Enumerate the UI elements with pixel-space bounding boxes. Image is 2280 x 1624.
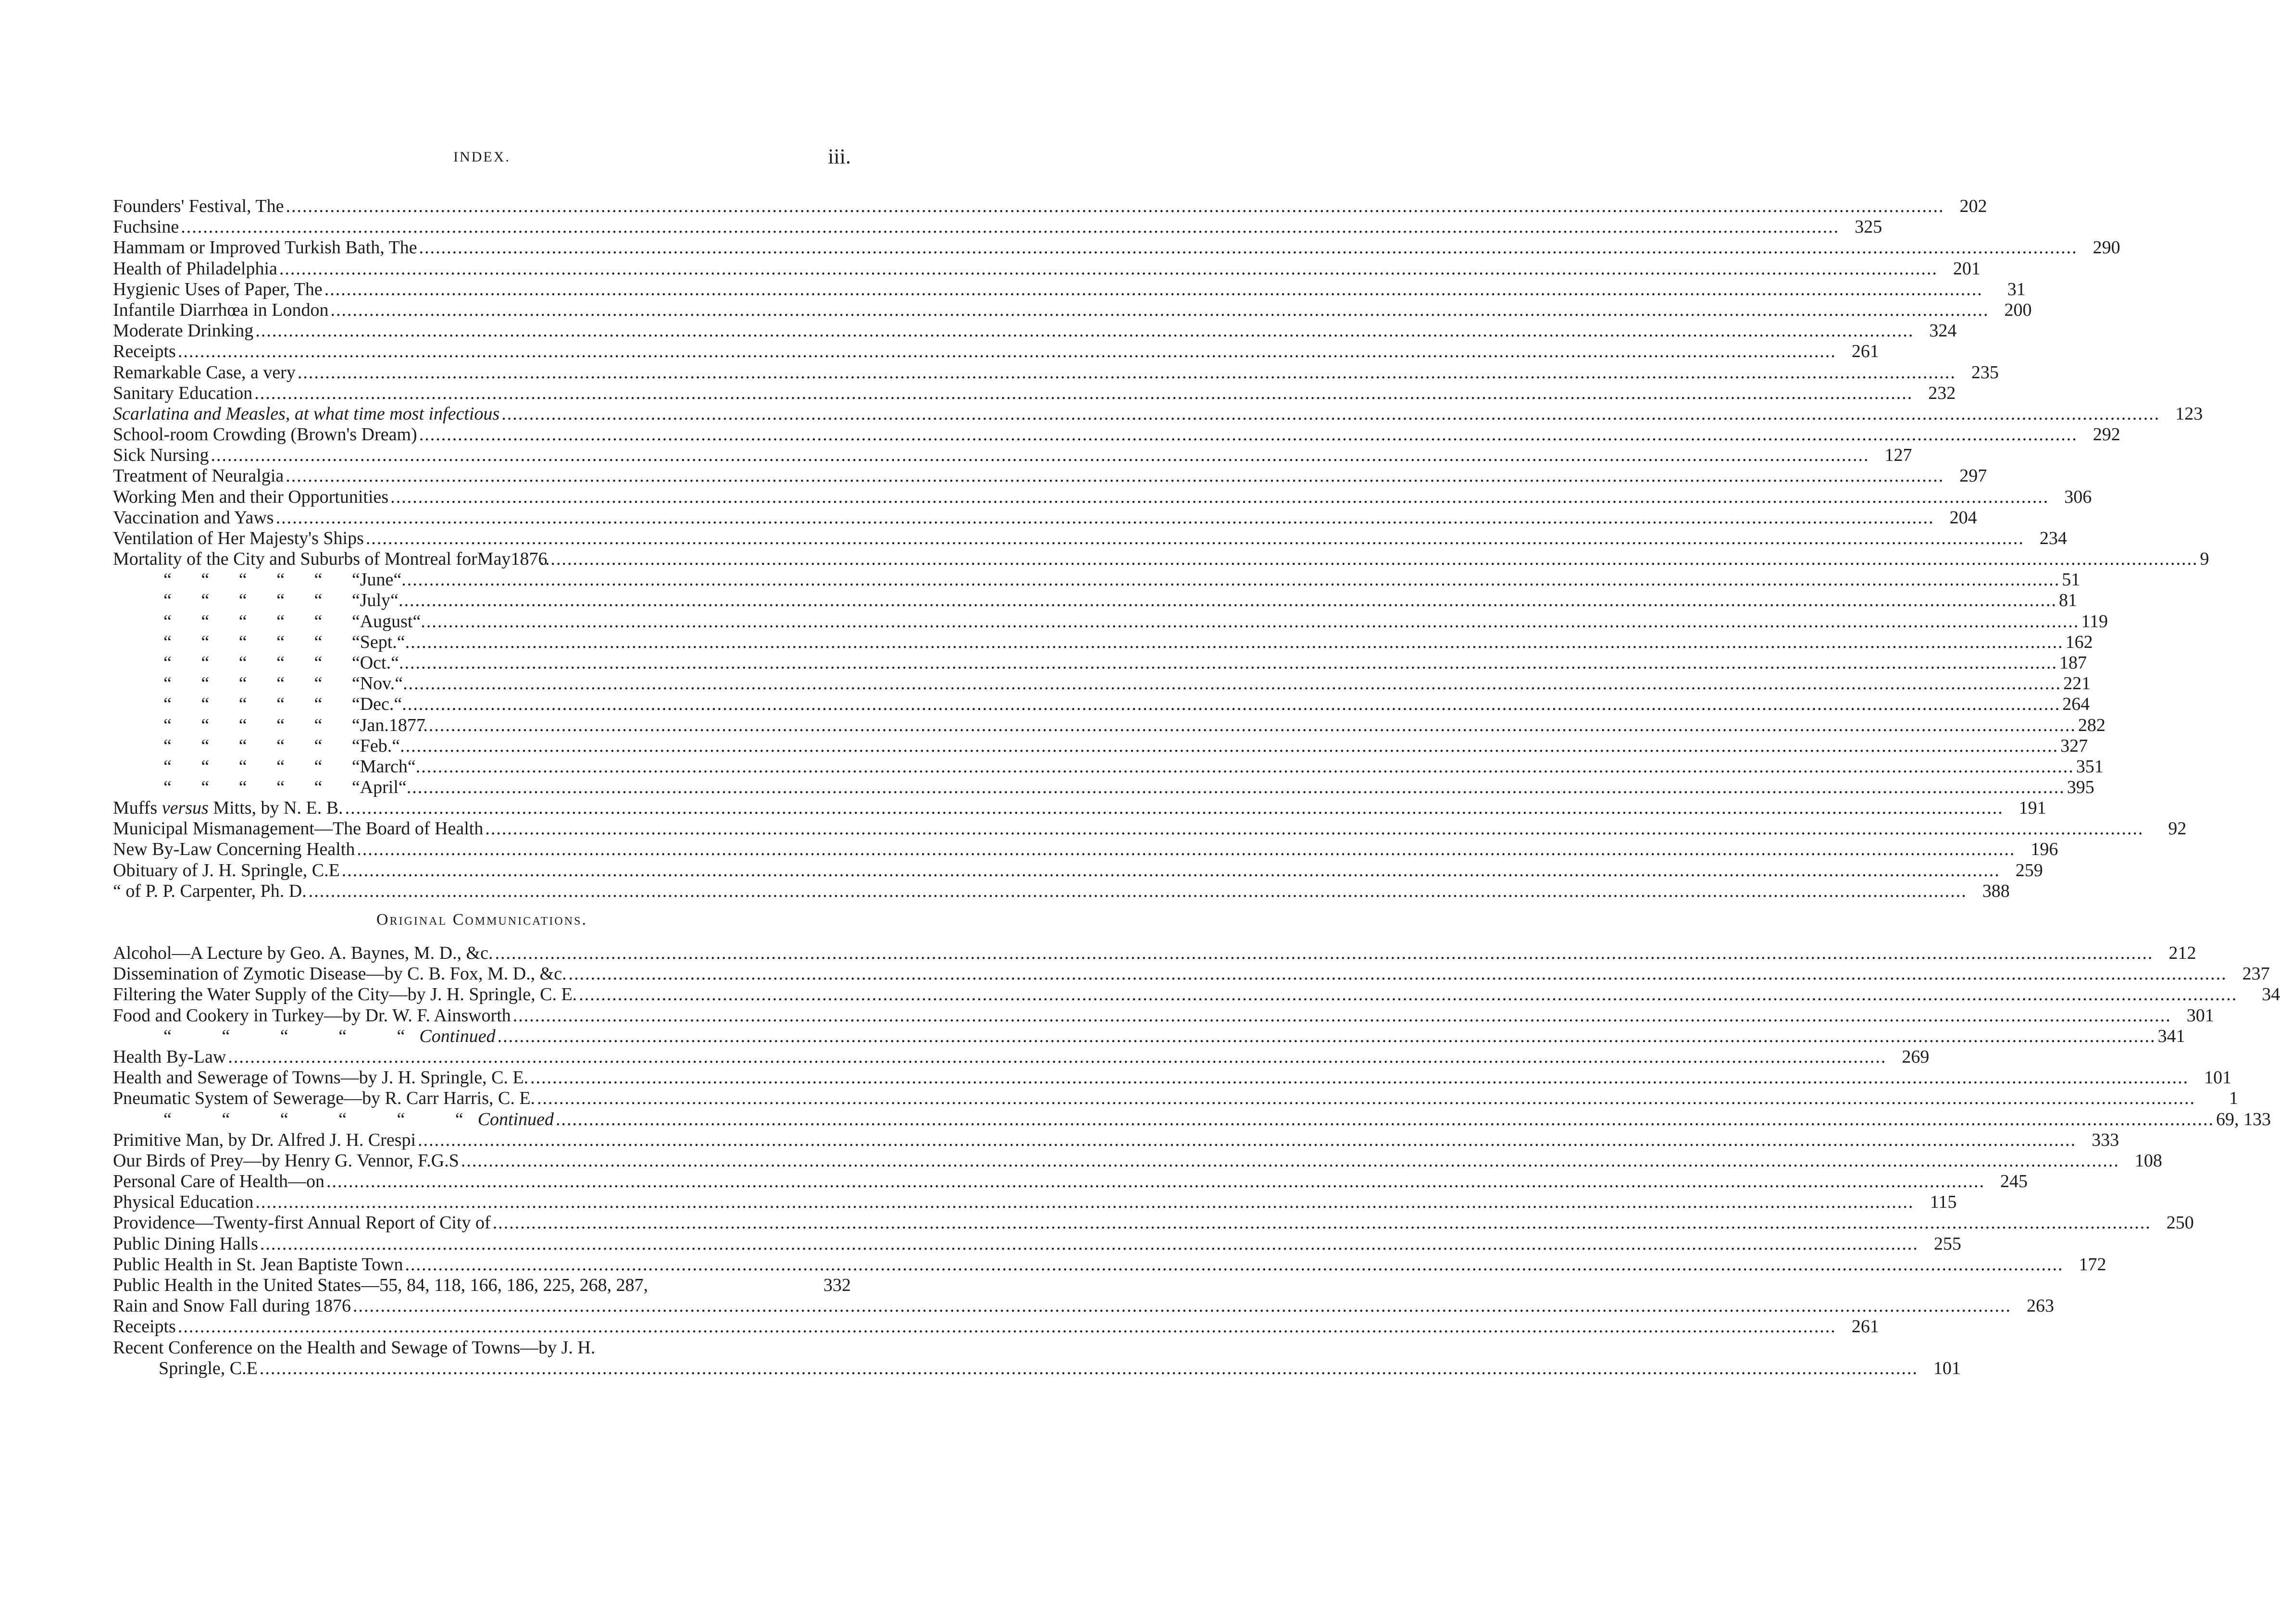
dot-leader: ............................................................................................................................................................................................................................................................................................................ — [415, 756, 2074, 777]
entry-page: 81 — [2058, 590, 2077, 611]
ditto-marks: “ “ “ “ “ “ — [163, 715, 360, 735]
dot-leader: ............................................................................................................................................................................................................................................................................................................ — [537, 1088, 2196, 1109]
mortality-entry — [113, 549, 2209, 570]
index-entry — [113, 196, 1987, 217]
entry-title: Treatment of Neuralgia — [113, 466, 284, 486]
entry-title: Receipts — [113, 341, 176, 362]
index-entry — [113, 818, 2187, 839]
entry-year: “ — [407, 756, 416, 777]
entry-page: 162 — [2065, 632, 2093, 652]
mortality-entry — [113, 756, 2104, 777]
entry-page: 297 — [1959, 466, 1987, 486]
entry-year: “ — [395, 673, 403, 694]
entry-title: Filtering the Water Supply of the City—by J. H. Springle, C. E. — [113, 984, 577, 1005]
entry-title: Working Men and their Opportunities — [113, 486, 389, 507]
index-entry — [113, 798, 2046, 818]
index-entry — [113, 1316, 1879, 1337]
ditto-marks: “ “ “ “ “ “ — [163, 611, 360, 632]
index-entry — [113, 279, 2026, 300]
entry-page: 202 — [1959, 196, 1987, 216]
dot-leader: ............................................................................................................................................................................................................................................................................................................ — [365, 528, 2024, 548]
index-entry — [113, 403, 2203, 424]
dot-leader: ............................................................................................................................................................................................................................................................................................................ — [255, 1192, 1914, 1213]
dot-leader: ............................................................................................................................................................................................................................................................................................................ — [402, 694, 2061, 715]
dot-leader: ............................................................................................................................................................................................................................................................................................................ — [353, 1296, 2012, 1316]
dot-leader: ............................................................................................................................................................................................................................................................................................................ — [177, 1316, 1836, 1337]
entry-page: 290 — [2093, 237, 2120, 258]
entry-page: 292 — [2093, 424, 2120, 445]
index-entry — [113, 880, 2010, 902]
index-entry — [113, 1171, 2028, 1192]
entry-title: Public Health in St. Jean Baptiste Town — [113, 1254, 403, 1275]
entry-page: 255 — [1933, 1233, 1961, 1254]
entry-title: School-room Crowding (Brown's Dream) — [113, 424, 417, 445]
index-entries-continued — [113, 798, 2187, 902]
entry-month: July — [360, 590, 391, 611]
dot-leader: ............................................................................................................................................................................................................................................................................................................ — [341, 860, 2000, 880]
entry-year: “ — [390, 590, 399, 611]
entry-page: 301 — [2186, 1005, 2214, 1026]
entry-page: 172 — [2079, 1254, 2106, 1275]
entry-month: Oct. — [360, 652, 391, 673]
index-entry — [113, 1233, 1961, 1254]
dot-leader: ............................................................................................................................................................................................................................................................................................................ — [492, 1213, 2151, 1233]
dot-leader: ............................................................................................................................................................................................................................................................................................................ — [461, 1150, 2119, 1171]
entry-title: Health By-Law — [113, 1046, 226, 1067]
entry-title: Sick Nursing — [113, 445, 209, 466]
mortality-entry — [113, 694, 2090, 715]
entry-page: 237 — [2242, 964, 2270, 984]
dot-leader: ............................................................................................................................................................................................................................................................................................................ — [308, 880, 1967, 901]
section-heading: Original Communications. — [376, 911, 587, 929]
ditto-marks: “ “ “ “ “ “ — [163, 652, 360, 673]
ditto-marks: “ “ “ “ “ “ — [163, 570, 360, 590]
entry-page: 395 — [2067, 777, 2094, 798]
index-entry-continued — [113, 1026, 2185, 1047]
entry-month: Dec. — [360, 694, 394, 715]
entry-month: Jan. — [360, 715, 389, 735]
entry-title: Remarkable Case, a very — [113, 362, 296, 383]
dot-leader: ............................................................................................................................................................................................................................................................................................................ — [530, 1067, 2189, 1088]
index-entry-continued — [113, 1109, 2271, 1130]
entry-page: 123 — [2175, 403, 2203, 424]
dot-leader: ............................................................................................................................................................................................................................................................................................................ — [390, 486, 2049, 507]
index-entry — [113, 839, 2058, 860]
index-entry — [113, 964, 2270, 984]
mortality-entry — [113, 590, 2077, 611]
dot-leader: ............................................................................................................................................................................................................................................................................................................ — [399, 652, 2057, 673]
ditto-marks: “ “ “ “ “ “ — [163, 756, 360, 777]
dot-leader: ............................................................................................................................................................................................................................................................................................................ — [297, 362, 1956, 383]
dot-leader: ............................................................................................................................................................................................................................................................................................................ — [398, 590, 2057, 611]
entry-page: 325 — [1855, 217, 1882, 237]
entry-page: 324 — [1929, 321, 1957, 341]
index-entry — [113, 860, 2043, 881]
entry-page: 263 — [2027, 1296, 2055, 1316]
entry-title: Public Health in the United States—55, 84, 118, 166, 186, 225, 268, 287, — [113, 1275, 648, 1295]
entry-page: 127 — [1884, 445, 1912, 466]
entry-page: 119 — [2081, 611, 2108, 632]
entry-page: 327 — [2060, 735, 2088, 756]
index-entry — [113, 1275, 851, 1296]
entry-title: Springle, C.E — [159, 1358, 258, 1378]
index-entry — [113, 383, 1956, 404]
dot-leader: ............................................................................................................................................................................................................................................................................................................ — [326, 1171, 1985, 1192]
index-entry — [113, 1005, 2214, 1026]
mortality-entry — [113, 632, 2093, 653]
dot-leader: ............................................................................................................................................................................................................................................................................................................ — [403, 673, 2062, 694]
entry-title: Physical Education — [113, 1192, 254, 1213]
index-entries — [113, 196, 2203, 549]
dot-leader: ............................................................................................................................................................................................................................................................................................................ — [228, 1046, 1887, 1067]
entry-page: 351 — [2076, 756, 2104, 777]
mortality-entry — [113, 735, 2088, 756]
ditto-marks: “ “ “ “ “ “ — [163, 735, 360, 756]
entry-month: Feb. — [360, 735, 392, 756]
entry-title: Scarlatina and Measles, at what time most infectious — [113, 403, 500, 424]
dot-leader: ............................................................................................................................................................................................................................................................................................................ — [419, 424, 2078, 445]
dot-leader: ............................................................................................................................................................................................................................................................................................................ — [275, 507, 1934, 528]
dot-leader: ............................................................................................................................................................................................................................................................................................................ — [405, 632, 2064, 652]
entry-month: Nov. — [360, 673, 395, 694]
entry-title: Sanitary Education — [113, 383, 253, 403]
ditto-marks: “ “ “ “ “ “ — [163, 632, 360, 652]
continued-label: Continued — [419, 1026, 496, 1046]
entry-page: 264 — [2062, 694, 2090, 715]
entry-page: 259 — [2015, 860, 2043, 880]
entry-page: 191 — [2018, 798, 2046, 818]
entry-year: “ — [394, 694, 402, 715]
entry-page: 388 — [1982, 880, 2010, 901]
entry-title: Our Birds of Prey—by Henry G. Vennor, F.G.S — [113, 1150, 459, 1171]
index-entry — [113, 984, 2280, 1005]
mortality-entry — [113, 570, 2081, 590]
ditto-marks: “ “ “ “ “ “ — [163, 1109, 463, 1129]
entry-page: 187 — [2059, 652, 2087, 673]
index-entry — [113, 1129, 2119, 1151]
page-header — [113, 144, 851, 173]
dot-leader: ............................................................................................................................................................................................................................................................................................................ — [254, 383, 1913, 403]
index-entry — [113, 217, 1882, 237]
entry-title: Ventilation of Her Majesty's Ships — [113, 528, 364, 548]
entry-title: Municipal Mismanagement—The Board of Health — [113, 818, 484, 839]
entry-title: Muffs versus Mitts, by N. E. B. — [113, 798, 343, 818]
entry-title: Health of Philadelphia — [113, 258, 277, 279]
dot-leader: ............................................................................................................................................................................................................................................................................................................ — [418, 1129, 2077, 1150]
entry-page: 332 — [823, 1275, 851, 1295]
entry-page: 261 — [1851, 341, 1879, 362]
entry-title: “ of P. P. Carpenter, Ph. D. — [113, 880, 307, 901]
entry-title: Hygienic Uses of Paper, The — [113, 279, 323, 299]
entry-title: Health and Sewerage of Towns—by J. H. Springle, C. E. — [113, 1067, 529, 1088]
entry-year: “ — [398, 777, 407, 798]
entry-title: Fuchsine — [113, 217, 179, 237]
entry-month: June — [360, 570, 394, 590]
entry-page: 1 — [2229, 1088, 2239, 1109]
entry-page: 69, 133 — [2216, 1109, 2271, 1129]
ditto-marks: “ “ “ “ “ — [163, 1026, 405, 1046]
dot-leader: ............................................................................................................................................................................................................................................................................................................ — [260, 1233, 1919, 1254]
ditto-marks: “ “ “ “ “ “ — [163, 590, 360, 611]
entry-page: 34 — [2262, 984, 2280, 1005]
page-title: INDEX. — [453, 149, 511, 165]
entry-title: Personal Care of Health—on — [113, 1171, 325, 1192]
dot-leader: ............................................................................................................................................................................................................................................................................................................ — [330, 299, 1989, 320]
entry-month: August — [360, 611, 413, 632]
index-entry — [113, 1358, 1961, 1379]
index-entry — [113, 1192, 1957, 1213]
entry-page: 9 — [2200, 549, 2209, 569]
entry-year: “ — [397, 632, 405, 652]
index-entry — [113, 237, 2120, 258]
entry-page: 212 — [2168, 943, 2196, 963]
dot-leader: ............................................................................................................................................................................................................................................................................................................ — [286, 196, 1944, 216]
entry-page: 261 — [1851, 1316, 1879, 1337]
entry-page: 200 — [2004, 299, 2032, 320]
continued-label: Continued — [477, 1109, 554, 1129]
index-entry — [113, 362, 1999, 383]
entry-year: “ — [393, 570, 402, 590]
index-entry — [113, 341, 1879, 362]
mortality-entry — [113, 715, 2106, 736]
ditto-marks: “ “ “ “ “ “ — [163, 673, 360, 694]
dot-leader: ............................................................................................................................................................................................................................................................................................................ — [357, 839, 2016, 860]
entry-title: Providence—Twenty-first Annual Report of City of — [113, 1213, 491, 1233]
entry-page: 101 — [2204, 1067, 2232, 1088]
index-entry — [113, 528, 2067, 549]
index-entry — [113, 1213, 2194, 1233]
entry-title: Pneumatic System of Sewerage—by R. Carr Harris, C. E. — [113, 1088, 536, 1109]
mortality-entry — [113, 673, 2091, 694]
entry-page: 232 — [1928, 383, 1956, 403]
entry-month: May — [477, 549, 511, 569]
entry-page: 204 — [1949, 507, 1977, 528]
entry-title: Primitive Man, by Dr. Alfred J. H. Crespi — [113, 1129, 416, 1150]
dot-leader: ............................................................................................................................................................................................................................................................................................................ — [568, 964, 2227, 984]
dot-leader: ............................................................................................................................................................................................................................................................................................................ — [400, 735, 2059, 756]
entry-year: “ — [392, 735, 400, 756]
index-entry — [113, 1150, 2162, 1171]
index-entry — [113, 424, 2120, 445]
entry-month: March — [360, 756, 408, 777]
dot-leader: ............................................................................................................................................................................................................................................................................................................ — [495, 943, 2154, 963]
dot-leader: ............................................................................................................................................................................................................................................................................................................ — [279, 258, 1938, 279]
entry-title: Founders' Festival, The — [113, 196, 284, 216]
page-number: iii. — [828, 145, 851, 168]
entry-title: Food and Cookery in Turkey—by Dr. W. F. Ainsworth — [113, 1005, 511, 1026]
dot-leader: ............................................................................................................................................................................................................................................................................................................ — [401, 570, 2060, 590]
index-entry — [113, 258, 1981, 279]
entry-page: 51 — [2062, 570, 2081, 590]
entry-title: Moderate Drinking — [113, 321, 254, 341]
index-entry — [113, 299, 2032, 321]
entry-year: 1876 — [511, 549, 548, 569]
entry-page: 92 — [2168, 818, 2187, 839]
dot-leader: ............................................................................................................................................................................................................................................................................................................ — [539, 549, 2198, 569]
entry-page: 201 — [1953, 258, 1981, 279]
dot-leader: ............................................................................................................................................................................................................................................................................................................ — [501, 403, 2160, 424]
index-entry — [113, 1254, 2106, 1275]
entry-page: 333 — [2092, 1129, 2119, 1150]
entry-month: April — [360, 777, 399, 798]
mortality-entries — [113, 549, 2209, 798]
entry-title: Mortality of the City and Suburbs of Montreal for — [113, 549, 477, 569]
index-entry — [113, 1088, 2239, 1109]
entry-page: 235 — [1971, 362, 1999, 383]
index-entry — [113, 943, 2196, 964]
entry-page: 250 — [2166, 1213, 2194, 1233]
dot-leader: ............................................................................................................................................................................................................................................................................................................ — [286, 466, 1944, 486]
entry-page: 115 — [1930, 1192, 1957, 1213]
entry-page: 341 — [2157, 1026, 2185, 1046]
ditto-marks: “ “ “ “ “ “ — [163, 694, 360, 715]
dot-leader: ............................................................................................................................................................................................................................................................................................................ — [579, 984, 2238, 1005]
dot-leader: ............................................................................................................................................................................................................................................................................................................ — [485, 818, 2144, 839]
mortality-entry — [113, 777, 2094, 798]
dot-leader: ............................................................................................................................................................................................................................................................................................................ — [512, 1005, 2171, 1026]
index-entry — [113, 1338, 851, 1358]
dot-leader: ............................................................................................................................................................................................................................................................................................................ — [259, 1358, 1918, 1378]
entry-month: Sept. — [360, 632, 397, 652]
entry-year: 1877 — [388, 715, 425, 735]
dot-leader: ............................................................................................................................................................................................................................................................................................................ — [406, 777, 2065, 798]
dot-leader: ............................................................................................................................................................................................................................................................................................................ — [255, 321, 1914, 341]
entry-page: 221 — [2063, 673, 2091, 694]
entry-title: Dissemination of Zymotic Disease—by C. B. Fox, M. D., &c. — [113, 964, 567, 984]
dot-leader: ............................................................................................................................................................................................................................................................................................................ — [181, 217, 1840, 237]
index-entry — [113, 466, 1987, 486]
entry-page: 196 — [2031, 839, 2058, 860]
index-entry — [113, 445, 1912, 466]
original-communications-list — [113, 943, 2280, 1379]
dot-leader: ............................................................................................................................................................................................................................................................................................................ — [324, 279, 1983, 299]
index-entry — [113, 1046, 1930, 1067]
dot-leader: ............................................................................................................................................................................................................................................................................................................ — [417, 715, 2076, 735]
entry-title: Rain and Snow Fall during 1876 — [113, 1296, 351, 1316]
entry-page: 31 — [2007, 279, 2026, 299]
entry-title: Hammam or Improved Turkish Bath, The — [113, 237, 417, 258]
entry-title: Alcohol—A Lecture by Geo. A. Baynes, M. D., &c. — [113, 943, 493, 963]
dot-leader: ............................................................................................................................................................................................................................................................................................................ — [345, 798, 2004, 818]
dot-leader: ............................................................................................................................................................................................................................................................................................................ — [556, 1109, 2215, 1129]
mortality-entry — [113, 652, 2087, 673]
dot-leader: ............................................................................................................................................................................................................................................................................................................ — [405, 1254, 2064, 1275]
entry-title: New By-Law Concerning Health — [113, 839, 355, 860]
entry-page: 108 — [2134, 1150, 2162, 1171]
entry-page: 282 — [2078, 715, 2106, 735]
dot-leader: ............................................................................................................................................................................................................................................................................................................ — [211, 445, 1869, 466]
mortality-entry — [113, 611, 2108, 632]
index-entry — [113, 507, 1977, 528]
index-entry — [113, 1296, 2055, 1316]
ditto-marks: “ “ “ “ “ “ — [163, 777, 360, 798]
dot-leader: ............................................................................................................................................................................................................................................................................................................ — [497, 1026, 2156, 1046]
entry-page: 234 — [2039, 528, 2067, 548]
entry-title: Vaccination and Yaws — [113, 507, 274, 528]
index-entry — [113, 1067, 2232, 1088]
entry-page: 245 — [2000, 1171, 2028, 1192]
entry-title: Infantile Diarrhœa in London — [113, 299, 329, 320]
entry-year: “ — [391, 652, 399, 673]
entry-year: “ — [412, 611, 421, 632]
entry-title: Obituary of J. H. Springle, C.E — [113, 860, 340, 880]
entry-title: Recent Conference on the Health and Sewage of Towns—by J. H. — [113, 1337, 596, 1358]
index-entry — [113, 486, 2092, 508]
entry-page: 101 — [1933, 1358, 1961, 1378]
entry-title: Public Dining Halls — [113, 1233, 258, 1254]
dot-leader: ............................................................................................................................................................................................................................................................................................................ — [177, 341, 1836, 362]
entry-title: Receipts — [113, 1316, 176, 1337]
index-entry — [113, 321, 1957, 341]
dot-leader: ............................................................................................................................................................................................................................................................................................................ — [419, 237, 2078, 258]
entry-page: 269 — [1902, 1046, 1930, 1067]
entry-page: 306 — [2064, 486, 2092, 507]
dot-leader: ............................................................................................................................................................................................................................................................................................................ — [421, 611, 2080, 632]
